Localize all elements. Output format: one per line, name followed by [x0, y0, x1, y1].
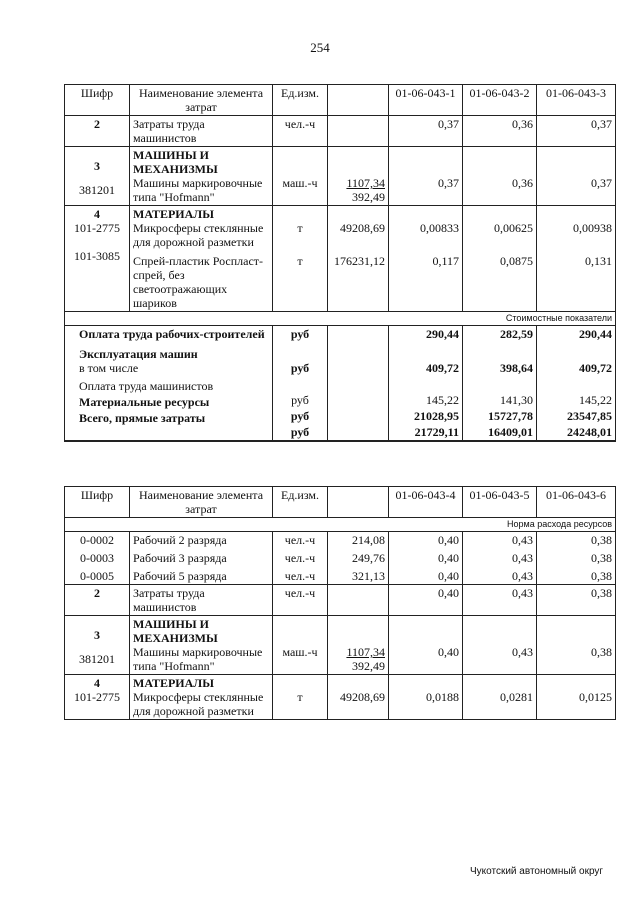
item-code: 381201	[79, 652, 115, 666]
cost-unit-value: руб	[290, 327, 310, 341]
item-value-2: 0,43	[512, 551, 533, 565]
header-name: Наименование элемента затрат	[130, 487, 273, 518]
row-unit	[273, 616, 328, 675]
page-number: 254	[310, 40, 330, 55]
item-code: 0-0005	[80, 569, 114, 583]
item-name: Машины маркировочные типа "Hofmann"	[133, 645, 263, 673]
cost-table-2	[64, 486, 616, 720]
item-value-1: 0,40	[438, 533, 459, 547]
header-price	[328, 487, 389, 518]
table-header-row	[65, 487, 616, 518]
row-value-1	[389, 206, 463, 312]
row-code	[65, 675, 130, 720]
section-label-row	[65, 312, 616, 326]
item-value-3: 0,37	[591, 176, 612, 190]
row-price	[328, 616, 389, 675]
item-name: Машины маркировочные типа "Hofmann"	[133, 176, 263, 204]
item-name: Микросферы стеклянные для дорожной разметки	[133, 690, 264, 718]
item-value-1: 0,40	[438, 569, 459, 583]
section-code: 3	[94, 159, 100, 173]
item-code: 101-3085	[74, 249, 120, 263]
cost-value: 16409,01	[488, 425, 533, 439]
row-code: 2	[65, 585, 130, 616]
row-unit	[273, 206, 328, 312]
item-unit: т	[297, 221, 303, 235]
item-value-2: 0,00625	[494, 221, 533, 235]
cost-value: 290,44	[426, 327, 459, 341]
cost-value: 409,72	[426, 361, 459, 375]
bottom-edge	[65, 441, 616, 442]
row-code	[65, 532, 130, 585]
header-col-1: 01-06-043-1	[389, 85, 463, 116]
row-value-2: 0,36	[463, 116, 537, 147]
cost-value: 282,59	[500, 327, 533, 341]
item-value-2: 0,36	[512, 176, 533, 190]
cost-value: 23547,85	[567, 409, 612, 423]
cost-unit-value: руб	[290, 409, 310, 423]
section-title: МАТЕРИАЛЫ	[133, 676, 214, 690]
row-value-2	[463, 532, 537, 585]
cost-value: 145,22	[579, 393, 612, 407]
region-footer: Чукотский автономный округ	[470, 866, 604, 877]
item-price: 249,76	[352, 551, 385, 565]
cost-value-1	[389, 326, 463, 441]
row-name	[130, 675, 273, 720]
table-row	[65, 675, 616, 720]
header-col-3: 01-06-043-3	[537, 85, 616, 116]
cost-value-2	[463, 326, 537, 441]
cost-label: Материальные ресурсы	[79, 395, 210, 409]
row-name	[130, 532, 273, 585]
table-row	[65, 116, 616, 147]
header-col-1: 01-06-043-4	[389, 487, 463, 518]
row-value-3: 0,38	[537, 585, 616, 616]
row-code	[65, 206, 130, 312]
item-value-1: 0,40	[438, 645, 459, 659]
row-value-1	[389, 147, 463, 206]
row-price	[328, 585, 389, 616]
row-name	[130, 206, 273, 312]
header-price	[328, 85, 389, 116]
row-price	[328, 206, 389, 312]
item-name: Рабочий 2 разряда	[133, 533, 227, 547]
item-code: 101-2775	[74, 690, 120, 704]
row-value-3	[537, 147, 616, 206]
cost-value: 24248,01	[567, 425, 612, 439]
cost-unit	[273, 326, 328, 441]
cost-value: 145,22	[426, 393, 459, 407]
cost-value-3	[537, 326, 616, 441]
item-price: 49208,69	[340, 690, 385, 704]
row-value-3	[537, 616, 616, 675]
item-value-1: 0,40	[438, 551, 459, 565]
row-value-1	[389, 616, 463, 675]
item-price-2: 392,49	[352, 659, 385, 673]
item-price: 1107,34	[346, 176, 385, 190]
row-unit	[273, 147, 328, 206]
item-value-3: 0,0125	[579, 690, 612, 704]
row-unit: чел.-ч	[273, 585, 328, 616]
item-value-1: 0,00833	[420, 221, 459, 235]
item-unit: чел.-ч	[284, 551, 316, 565]
section-title: МАТЕРИАЛЫ	[133, 207, 214, 221]
item-value-1: 0,117	[432, 254, 459, 268]
item-value-2: 0,0875	[500, 254, 533, 268]
section-code: 3	[94, 628, 100, 642]
row-value-2: 0,43	[463, 585, 537, 616]
row-value-1	[389, 675, 463, 720]
item-value-3: 0,38	[591, 533, 612, 547]
table-row	[65, 147, 616, 206]
cost-value: 21729,11	[414, 425, 459, 439]
header-name: Наименование элемента затрат	[130, 85, 273, 116]
row-unit	[273, 532, 328, 585]
cost-label: Оплата труда машинистов	[79, 379, 214, 393]
table-bottom-border	[65, 441, 616, 442]
table-row	[65, 206, 616, 312]
cost-value: 141,30	[500, 393, 533, 407]
cost-unit-value: руб	[290, 425, 310, 439]
item-price: 1107,34	[346, 645, 385, 659]
row-value-2	[463, 616, 537, 675]
item-price: 321,13	[352, 569, 385, 583]
item-price: 49208,69	[340, 221, 385, 235]
item-value-3: 0,38	[591, 551, 612, 565]
row-value-1	[389, 532, 463, 585]
item-value-3: 0,00938	[573, 221, 612, 235]
cost-value: 409,72	[579, 361, 612, 375]
header-code: Шифр	[65, 487, 130, 518]
row-name	[130, 616, 273, 675]
item-name: Рабочий 3 разряда	[133, 551, 227, 565]
table-row	[65, 532, 616, 585]
row-value-1: 0,40	[389, 585, 463, 616]
row-code	[65, 147, 130, 206]
table-row	[65, 616, 616, 675]
section-code: 4	[94, 207, 100, 221]
row-price	[328, 532, 389, 585]
item-value-3: 0,131	[585, 254, 612, 268]
cost-row	[65, 326, 616, 441]
header-unit: Ед.изм.	[273, 85, 328, 116]
row-value-3	[537, 206, 616, 312]
row-value-3	[537, 675, 616, 720]
header-unit: Ед.изм.	[273, 487, 328, 518]
section-title: МАШИНЫ И МЕХАНИЗМЫ	[133, 617, 218, 645]
header-code: Шифр	[65, 85, 130, 116]
item-code: 381201	[79, 183, 115, 197]
section-title: МАШИНЫ И МЕХАНИЗМЫ	[133, 148, 218, 176]
row-value-2	[463, 675, 537, 720]
cost-empty	[328, 326, 389, 441]
cost-label: Эксплуатация машин	[79, 347, 198, 361]
cost-label: Всего, прямые затраты	[79, 411, 206, 425]
cost-name	[65, 326, 273, 441]
cost-value: 398,64	[500, 361, 533, 375]
item-value-3: 0,38	[591, 645, 612, 659]
header-col-2: 01-06-043-2	[463, 85, 537, 116]
item-name: Спрей-пластик Роспласт-спрей, без светоотражающих шариков	[133, 254, 264, 310]
row-price	[328, 116, 389, 147]
header-col-3: 01-06-043-6	[537, 487, 616, 518]
row-value-3	[537, 532, 616, 585]
section-label-row	[65, 518, 616, 532]
item-value-2: 0,43	[512, 533, 533, 547]
item-value-3: 0,38	[591, 569, 612, 583]
item-name: Микросферы стеклянные для дорожной разметки	[133, 221, 264, 249]
row-value-1: 0,37	[389, 116, 463, 147]
item-price: 214,08	[352, 533, 385, 547]
item-unit: т	[297, 254, 303, 268]
cost-sublabel: в том числе	[79, 361, 139, 375]
item-value-2: 0,0281	[500, 690, 533, 704]
row-code: 2	[65, 116, 130, 147]
cost-label: Оплата труда рабочих-строителей	[79, 327, 265, 341]
row-unit: чел.-ч	[273, 116, 328, 147]
section-label: Стоимостные показатели	[65, 312, 616, 326]
item-price-2: 392,49	[352, 190, 385, 204]
row-price	[328, 147, 389, 206]
row-name: Затраты труда машинистов	[130, 116, 273, 147]
item-unit: чел.-ч	[284, 533, 316, 547]
cost-value: 21028,95	[414, 409, 459, 423]
section-code: 4	[94, 676, 100, 690]
item-code: 0-0003	[80, 551, 114, 565]
cost-value: 290,44	[579, 327, 612, 341]
row-name: Затраты труда машинистов	[130, 585, 273, 616]
row-value-2	[463, 147, 537, 206]
row-value-3: 0,37	[537, 116, 616, 147]
item-unit: маш.-ч	[282, 176, 318, 190]
item-price: 176231,12	[334, 254, 385, 268]
header-col-2: 01-06-043-5	[463, 487, 537, 518]
item-value-2: 0,43	[512, 645, 533, 659]
item-value-1: 0,37	[438, 176, 459, 190]
row-unit	[273, 675, 328, 720]
table-row	[65, 585, 616, 616]
cost-unit-value: руб	[291, 393, 309, 407]
item-unit: т	[297, 690, 303, 704]
item-code: 101-2775	[74, 221, 120, 235]
section-label: Норма расхода ресурсов	[65, 518, 616, 532]
cost-value: 15727,78	[488, 409, 533, 423]
row-price	[328, 675, 389, 720]
item-value-2: 0,43	[512, 569, 533, 583]
item-value-1: 0,0188	[426, 690, 459, 704]
row-code	[65, 616, 130, 675]
item-unit: маш.-ч	[282, 645, 318, 659]
item-name: Рабочий 5 разряда	[133, 569, 227, 583]
row-value-2	[463, 206, 537, 312]
table-header-row	[65, 85, 616, 116]
cost-unit-value: руб	[290, 361, 310, 375]
item-unit: чел.-ч	[284, 569, 316, 583]
item-code: 0-0002	[80, 533, 114, 547]
cost-table-1	[64, 84, 616, 442]
row-name	[130, 147, 273, 206]
